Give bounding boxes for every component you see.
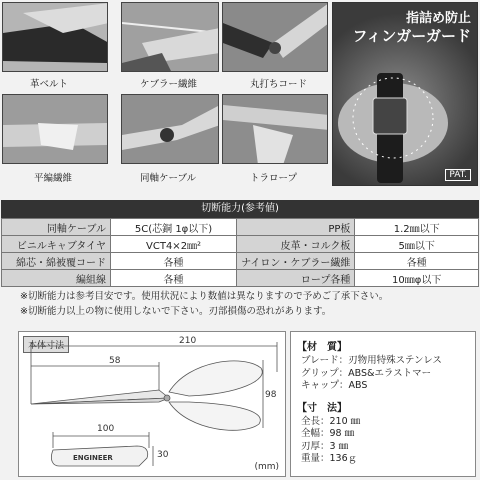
photo-coax-cable xyxy=(121,94,219,164)
capacity-table-header: 切断能力(参考値) xyxy=(1,200,479,218)
table-cell: 5㎜以下 xyxy=(355,236,479,253)
specifications xyxy=(290,331,476,477)
dim-210: 210 xyxy=(179,336,197,346)
table-cell: 各種 xyxy=(111,270,237,287)
table-cell: 各種 xyxy=(355,253,479,270)
photo-flat-braid xyxy=(2,94,108,164)
table-cell: 皮革・コルク板 xyxy=(237,236,355,253)
table-cell: ロープ各種 xyxy=(237,270,355,287)
dim-58: 58 xyxy=(109,356,121,366)
capacity-table xyxy=(1,200,479,287)
table-cell: 同軸ケーブル xyxy=(2,219,111,236)
caption-round-cord: 丸打ちコード xyxy=(250,79,308,90)
table-cell: ビニルキャブタイヤ xyxy=(2,236,111,253)
caption-flat-braid: 平編繊維 xyxy=(34,173,73,184)
size-line: 全幅：98 ㎜ xyxy=(301,428,355,439)
table-cell: 10㎜φ以下 xyxy=(355,270,479,287)
dim-100: 100 xyxy=(97,424,115,434)
capacity-table-grid xyxy=(1,218,479,287)
photo-scene xyxy=(223,3,328,72)
size-heading: 【寸 法】 xyxy=(297,402,347,414)
brand-logo: ENGINEER xyxy=(73,454,113,462)
notes xyxy=(20,289,388,319)
guard-title-1: 指詰め防止 xyxy=(405,11,471,26)
note-line: ※切断能力は参考目安です。使用状況により数値は異なりますので予めご了承下さい。 xyxy=(20,291,389,302)
photo-scene xyxy=(3,3,108,72)
guard-title-2: フィンガーガード xyxy=(352,27,471,45)
unit-label: (mm) xyxy=(254,462,279,472)
photo-scene xyxy=(223,95,328,164)
photo-scene xyxy=(122,3,219,72)
dim-98: 98 xyxy=(265,390,277,400)
table-cell: 編組線 xyxy=(2,270,111,287)
photo-tiger-rope xyxy=(222,94,328,164)
photo-scene xyxy=(3,95,108,164)
material-line: キャップ：ABS xyxy=(301,380,368,391)
size-line: 刃厚：3 ㎜ xyxy=(301,440,349,452)
photo-round-cord xyxy=(222,2,328,72)
caption-tiger-rope: トラロープ xyxy=(250,173,298,184)
caption-leather-belt: 革ベルト xyxy=(30,79,69,90)
finger-guard-panel xyxy=(332,2,478,186)
table-row xyxy=(2,270,479,287)
dimension-title: 本体寸法 xyxy=(23,336,69,353)
note-line: ※切断能力以上の物に使用しないで下さい。刃部損傷の恐れがあります。 xyxy=(20,306,332,317)
table-row xyxy=(2,236,479,253)
material-heading: 【材 質】 xyxy=(297,342,347,353)
patent-badge: PAT. xyxy=(445,169,471,181)
size-line: 全長：210 ㎜ xyxy=(301,415,361,427)
size-line: 重量：136ｇ xyxy=(301,453,358,464)
photo-scene xyxy=(122,95,219,164)
photo-kevlar xyxy=(121,2,219,72)
table-row xyxy=(2,253,479,270)
table-cell: 綿芯・綿被覆コード xyxy=(2,253,111,270)
table-cell: 各種 xyxy=(111,253,237,270)
caption-coax-cable: 同軸ケーブル xyxy=(140,173,197,184)
table-cell: PP板 xyxy=(237,219,355,236)
scissors-drawing xyxy=(19,332,287,478)
table-cell: 1.2㎜以下 xyxy=(355,219,479,236)
dimension-drawing xyxy=(18,331,286,477)
table-cell: VCT4×2㎜² xyxy=(111,236,237,253)
caption-kevlar: ケブラー繊維 xyxy=(140,79,198,90)
material-line: グリップ：ABS&エラストマー xyxy=(301,367,432,379)
photo-leather-belt xyxy=(2,2,108,72)
material-line: ブレード：刃物用特殊ステンレス xyxy=(301,355,442,366)
table-cell: ナイロン・ケブラー繊維 xyxy=(237,253,355,270)
dim-30: 30 xyxy=(157,450,169,460)
table-row xyxy=(2,219,479,236)
table-cell: 5C(芯銅 1φ以下) xyxy=(111,219,237,236)
